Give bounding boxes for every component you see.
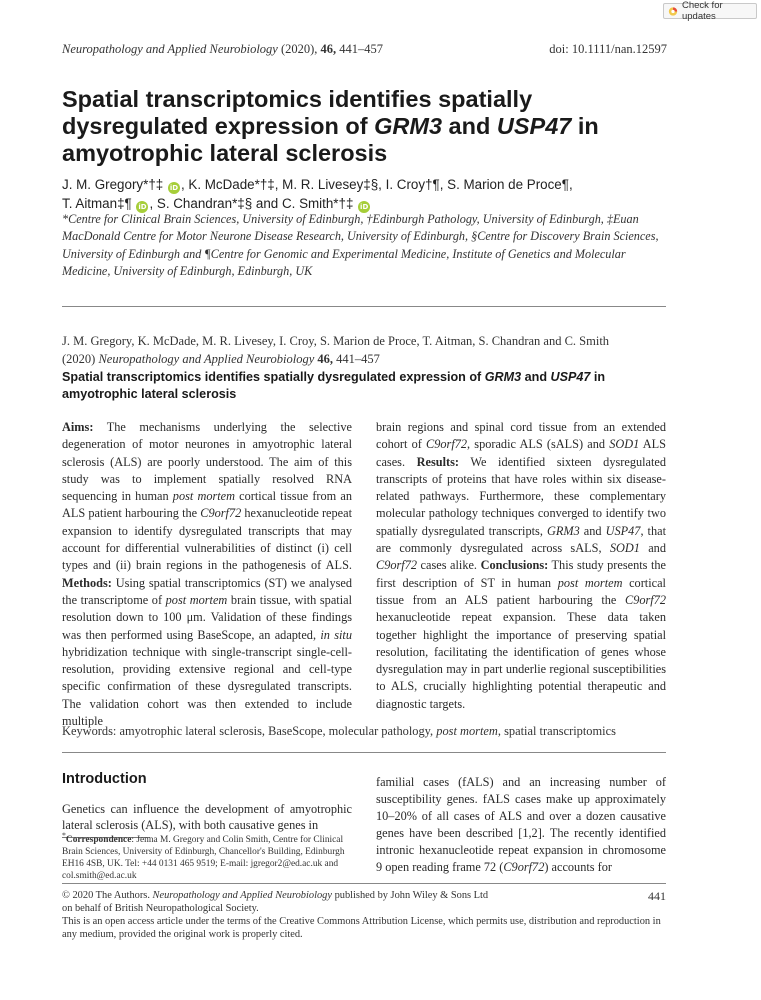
orcid-icon[interactable]: iD — [138, 203, 147, 211]
citation-title: Spatial transcriptomics identifies spatially dysregulated expression of GRM3 and USP47 in amyotrophic lateral sclerosis — [62, 370, 606, 401]
abstract-column-right: brain regions and spinal cord tissue from an extended cohort of C9orf72, sporadic ALS (sALS) and SOD1 ALS cases. Results: We identified sixteen dysregulated transcripts of proteins that have roles within six disease-related pathways. Furthermore, these complementary molecular pathology techniques converged to identify two spatially dysregulated transcripts, GRM3 and USP47, that are commonly dysregulated across sALS, SOD1 and C9orf72 cases alike. Conclusions: This study presents the first description of ST in human post mortem cortical tissue from an ALS patient harbouring the C9orf72 hexanucleotide repeat expansion. These data taken together highlight the importance of preserving spatial resolution, facilitating the identification of genes whose dysregulation may in part underlie regional susceptibilities to ALS, crucially highlighting potential therapeutic and diagnostic targets. — [376, 420, 667, 711]
correspondence-footnote: *Correspondence: Jenna M. Gregory and Colin Smith, Centre for Clinical Brain Sciences, University of Edinburgh, Chancellor's Building, Edinburgh EH16 4SB, UK. Tel: +44 0131 465 9519; E-mail: jgregor2@ed.ac.uk and col.smith@ed.ac.uk — [62, 831, 345, 882]
divider — [62, 752, 666, 753]
author-affiliations: *Centre for Clinical Brain Sciences, University of Edinburgh, †Edinburgh Pathology, University of Edinburgh, ‡Euan MacDonald Centre for Motor Neurone Disease Research, University of Edinburgh, §Centre for Discovery Brain Sciences, University of Edinburgh and ¶Centre for Genomic and Experimental Medicine, Institute of Genetics and Molecular Medicine, University of Edinburgh, Edinburgh, UK — [62, 212, 659, 278]
article-citation: J. M. Gregory, K. McDade, M. R. Livesey, I. Croy, S. Marion de Proce, T. Aitman, S. Chandran and C. Smith (2020) Neuropathology and Applied Neurobiology 46, 441–457 — [62, 334, 610, 366]
doi-link[interactable]: doi: 10.1111/nan.12597 — [549, 42, 667, 56]
intro-text-left: Genetics can influence the development of amyotrophic lateral sclerosis (ALS), with both causative genes in — [62, 802, 352, 832]
author-list: J. M. Gregory*†‡ iD , K. McDade*†‡, M. R. Livesey‡§, I. Croy†¶, S. Marion de Proce¶, T. Aitman‡¶ iD , S. Chandran*‡§ and C. Smith*†‡ iD — [62, 177, 573, 211]
page-number: 441 — [648, 889, 666, 903]
orcid-icon[interactable]: iD — [169, 184, 179, 192]
article-title: Spatial transcriptomics identifies spatially dysregulated expression of GRM3 and USP47 in amyotrophic lateral sclerosis — [62, 86, 599, 166]
divider — [62, 306, 666, 307]
footer-divider — [62, 883, 666, 884]
section-heading-introduction: Introduction — [62, 771, 147, 787]
check-for-updates-label: Check for updates — [681, 0, 723, 22]
abstract-column-left: Aims: The mechanisms underlying the selective degeneration of motor neurones in amyotrophic lateral sclerosis (ALS) are poorly understood. The aim of this study was to implement spatially resolved RNA sequencing in human post mortem cortical tissue from an ALS patient harbouring the C9orf72 hexanucleotide repeat expansion to identify dysregulated transcripts that may account for differential vulnerabilities of distinct (i) cell types and (ii) brain regions in the pathogenesis of ALS. Methods: Using spatial transcriptomics (ST) we analysed the transcriptome of post mortem brain tissue, with spatial resolution down to 100 μm. Validation of these findings was then performed using BaseScope, an adapted, in situ hybridization technique with single-transcript single-cell-resolution, providing extensive regional and cell-type specific confirmation of these dysregulated transcripts. The validation cohort was then extended to include multiple — [62, 420, 352, 729]
orcid-icon[interactable]: iD — [360, 203, 369, 211]
intro-text-right: familial cases (fALS) and an increasing number of susceptibility genes. fALS cases make up approximately 10–20% of all cases of ALS and over a dozen causative genes have been described [1,2]. The recently identified intronic hexanucleotide repeat expansion in chromosome 9 open reading frame 72 (C9orf72) accounts for — [376, 775, 666, 874]
update-badge-icon — [668, 6, 678, 17]
keywords: Keywords: amyotrophic lateral sclerosis, BaseScope, molecular pathology, post mortem, spatial transcriptomics — [62, 724, 616, 738]
check-for-updates-button[interactable] — [663, 0, 757, 22]
copyright-footer: © 2020 The Authors. Neuropathology and Applied Neurobiology published by John Wiley & Sons Ltd on behalf of British Neuropathological Society. This is an open access article under the terms of the Creative Commons Attribution License, which permits use, distribution and reproduction in any medium, provided the original work is properly cited. — [62, 890, 661, 940]
journal-citation-header: Neuropathology and Applied Neurobiology (2020), 46, 441–457 — [62, 42, 384, 56]
